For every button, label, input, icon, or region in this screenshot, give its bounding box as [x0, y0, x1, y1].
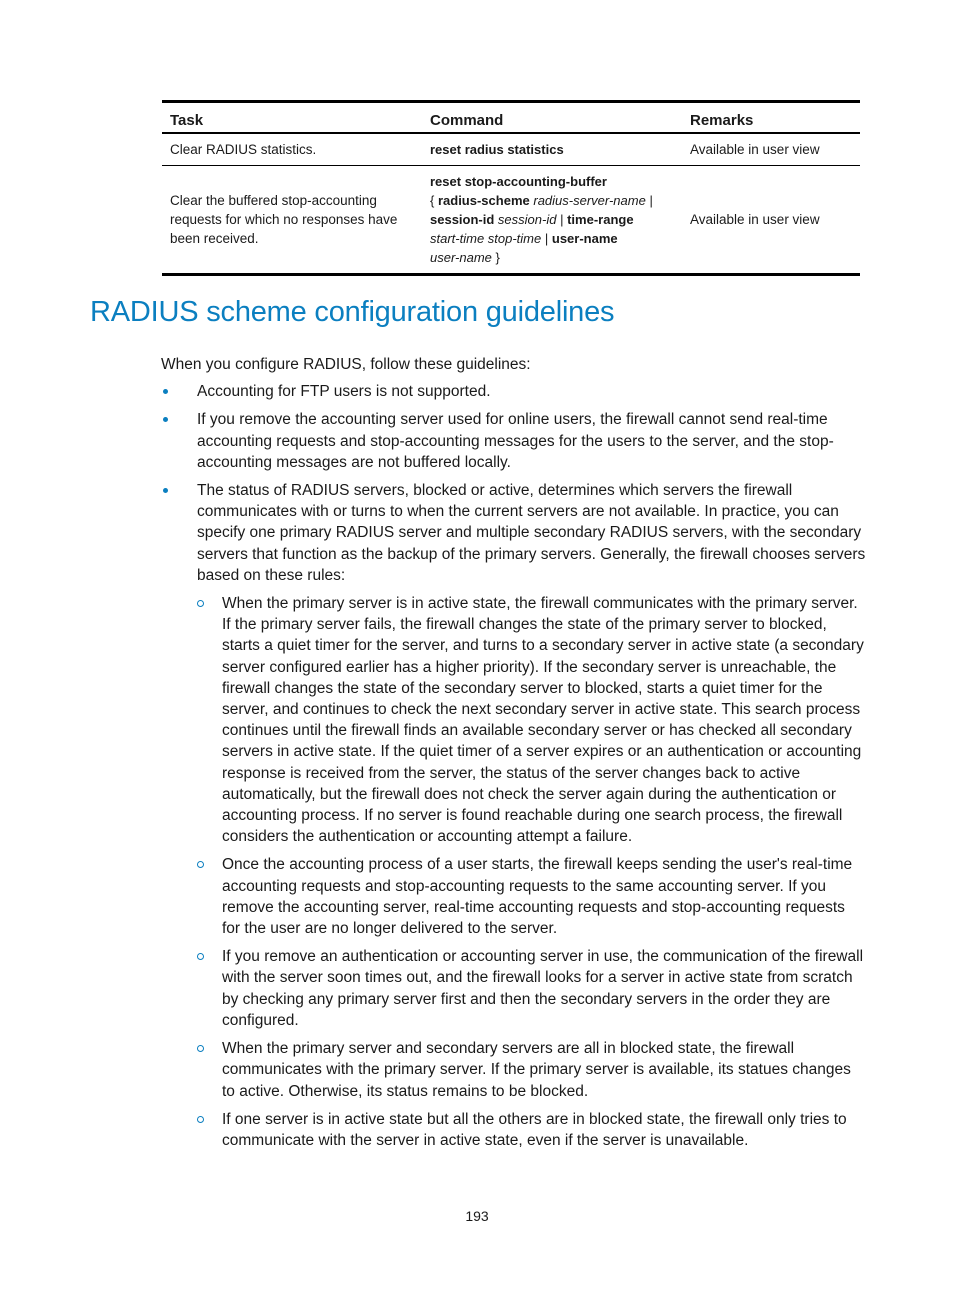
sub-list-item-text: If one server is in active state but all the others are in blocked state, the firewall only tries to communicate with the server in active state, even if the server is unavailable.	[222, 1110, 847, 1149]
bullet-circle-icon	[197, 1116, 204, 1123]
intro-paragraph: When you configure RADIUS, follow these guidelines:	[161, 356, 531, 373]
list-item-text: Accounting for FTP users is not supported.	[197, 383, 491, 401]
sub-list-item	[197, 1109, 866, 1151]
header-task: Task	[170, 112, 204, 129]
bullet-circle-icon	[197, 600, 204, 607]
bullet-dot-icon	[163, 488, 168, 493]
cmd-brace: {	[430, 193, 435, 208]
list-item	[161, 381, 866, 402]
list-item-text: The status of RADIUS servers, blocked or active, determines which servers the firewall communicates with or turns to when the current servers are not available. In practice, you can specify one primary RADIUS server and multiple secondary RADIUS servers, with the secondary servers that function as the backup of the primary servers. Generally, the firewall chooses servers based on these rules:	[197, 482, 866, 584]
table-header-row	[162, 102, 860, 134]
guideline-list	[161, 381, 866, 1151]
sub-list-item-text: When the primary server is in active state, the firewall communicates with the primary server. If the primary server fails, the firewall changes the state of the primary server to blocked, starts a quiet timer for the server, and turns to a secondary server in active state (a secondary server configured earlier has a higher priority). If the secondary server is unreachable, the firewall changes the state of the secondary server to blocked, starts a quiet timer for the server, and continues to check the next secondary server in active state. This search process continues until the firewall finds an available secondary server or has checked all secondary servers in active state. If the quiet timer of a server expires or an authentication or accounting response is received from the server, the status of the server changes back to active automatically, but the firewall does not check the server again during the authentication or accounting process. If no server is found reachable during one search process, the firewall considers the authentication or accounting attempt a failure.	[222, 595, 864, 846]
bullet-circle-icon	[197, 1045, 204, 1052]
bullet-circle-icon	[197, 953, 204, 960]
sub-list-item	[197, 946, 866, 1031]
list-item-text: If you remove the accounting server used for online users, the firewall cannot send real-time accounting requests and stop-accounting messages for the users to the server, and the stop-accounting messages are not buffered locally.	[197, 411, 834, 471]
cmd-brace: }	[495, 250, 500, 265]
cmd-argument: user-name	[430, 250, 492, 265]
sub-list-item-text: When the primary server and secondary servers are all in blocked state, the firewall communicates with the primary server. If the primary server is available, its statues changes to active. Otherwise, its status remains to be blocked.	[222, 1040, 851, 1100]
command-table	[162, 100, 860, 276]
section-title: RADIUS scheme configuration guidelines	[90, 296, 615, 328]
header-command: Command	[430, 112, 504, 129]
cmd-keyword: user-name	[551, 231, 618, 246]
page-number: 193	[465, 1208, 489, 1224]
table-row	[162, 166, 860, 275]
sub-list-item	[197, 1038, 866, 1102]
sub-list-item	[197, 593, 866, 847]
cmd-keyword: radius-scheme	[437, 193, 530, 208]
bullet-circle-icon	[197, 861, 204, 868]
cmd-keyword: time-range	[567, 212, 634, 227]
header-remarks: Remarks	[690, 112, 754, 129]
cmd-separator: |	[649, 193, 653, 208]
cmd-keyword: session-id	[430, 212, 495, 227]
sub-list-item-text: If you remove an authentication or accounting server in use, the communication of the firewall with the server soon times out, and the firewall looks for a server in active state from scratch by checking any primary server first and then the secondary servers in the order they are configured.	[222, 948, 864, 1029]
bullet-dot-icon	[163, 389, 168, 394]
sub-list-item	[197, 854, 866, 939]
section-body	[161, 354, 866, 1158]
table-row	[162, 133, 860, 166]
cmd-argument: session-id	[497, 212, 557, 227]
remarks-cell: Available in user view	[690, 212, 820, 227]
cmd-argument: radius-server-name	[533, 193, 646, 208]
cmd-argument: start-time stop-time	[430, 231, 542, 246]
rule-sublist	[197, 593, 866, 1151]
bullet-dot-icon	[163, 417, 168, 422]
list-item	[161, 480, 866, 1151]
cmd-separator: |	[544, 231, 549, 246]
list-item	[161, 409, 866, 473]
cmd-separator: |	[560, 212, 564, 227]
remarks-cell: Available in user view	[690, 142, 820, 157]
task-cell: Clear the buffered stop-accounting requests for which no responses have been received.	[170, 193, 398, 246]
cmd-keyword: reset stop-accounting-buffer	[430, 174, 607, 189]
command-cell	[422, 166, 682, 275]
sub-list-item-text: Once the accounting process of a user starts, the firewall keeps sending the user's real-time accounting requests and stop-accounting requests to the same accounting server. If you remove the accounting server, real-time accounting requests and stop-accounting requests for the user are no longer delivered to the server.	[222, 856, 853, 938]
task-cell: Clear RADIUS statistics.	[170, 142, 317, 157]
command-cell: reset radius statistics	[430, 142, 564, 157]
